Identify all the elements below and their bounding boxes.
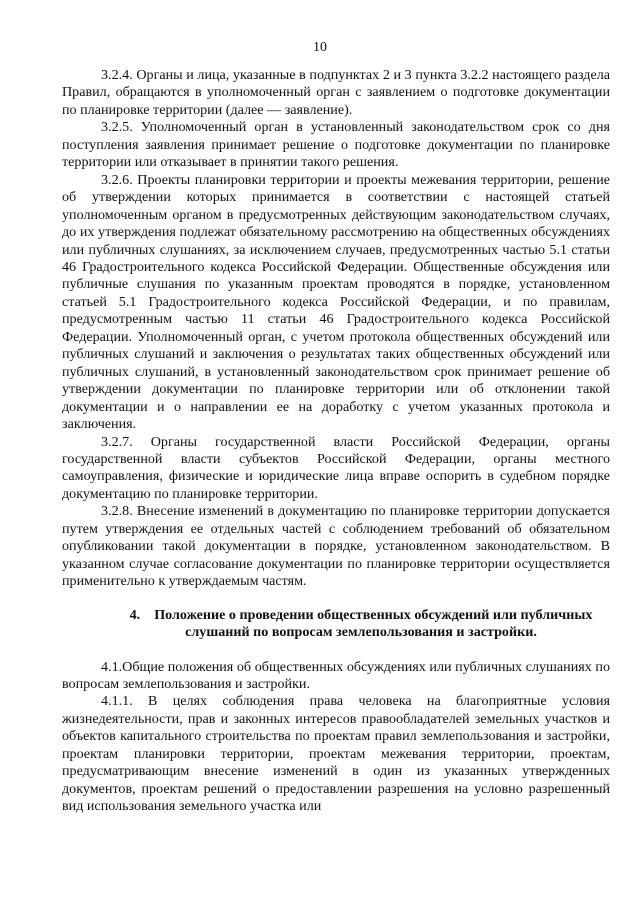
paragraph-3-2-7: 3.2.7. Органы государственной власти Российской Федерации, органы государственной власти субъектов Российской Федерации, органы местного самоуправления, физические и юридические лица вправе оспорить в судебном порядке документацию по планировке территории. (62, 433, 610, 502)
page-number: 10 (313, 40, 327, 55)
paragraph-4-1: 4.1.Общие положения об общественных обсуждениях или публичных слушаниях по вопросам землепользования и застройки. (62, 658, 610, 692)
section-number: 4. (129, 606, 141, 623)
paragraph-3-2-8: 3.2.8. Внесение изменений в документацию по планировке территории допускается путем утверждения ее отдельных частей с соблюдением требований об обязательном опубликовании такой документации в порядке, установленном законодательством. В указанном случае согласование документации по планировке территории осуществляется применительно к утверждаемым частям. (62, 503, 610, 590)
paragraph-3-2-6: 3.2.6. Проекты планировки территории и проекты межевания территории, решение об утверждении которых принимается в соответствии с настоящей статьей уполномоченным органом в предусмотренных действующим законодательством случаях, до их утверждения подлежат обязательному рассмотрению на общественных обсуждениях или публичных слушаниях, за исключением случаев, предусмотренных частью 5.1 статьи 46 Градостроительного кодекса Российской Федерации. Общественные обсуждения или публичные слушания по указанным проектам проводятся в порядке, установленном статьей 5.1 Градостроительного кодекса Российской Федерации, и по правилам, предусмотренным частью 11 статьи 46 Градостроительного кодекса Российской Федерации. Уполномоченный орган, с учетом протокола общественных обсуждений или публичных слушаний и заключения о результатах таких общественных обсуждений или публичных слушаний, в установленный законодательством срок принимает решение об утверждении документации по планировке территории или об отклонении такой документации и о направлении ее на доработку с учетом указанных протокола и заключения. (62, 171, 610, 433)
section-heading (62, 607, 610, 642)
document-body (62, 67, 610, 816)
paragraph-3-2-5: 3.2.5. Уполномоченный орган в установленный законодательством срок со дня поступления заявления принимает решение о подготовке документации по планировке территории или отказывает в принятии такого решения. (62, 119, 610, 171)
paragraph-3-2-4: 3.2.4. Органы и лица, указанные в подпунктах 2 и 3 пункта 3.2.2 настоящего раздела Правил, обращаются в уполномоченный орган с заявлением о подготовке документации по планировке территории (далее — заявление). (62, 67, 610, 118)
paragraph-4-1-1: 4.1.1. В целях соблюдения права человека на благоприятные условия жизнедеятельности, прав и законных интересов правообладателей земельных участков и объектов капитального строительства по проектам правил землепользования и застройки, проектам планировки территории, проектам межевания территории, проектам, предусматривающим внесение изменений в один из указанных утвержденных документов, проектам решений о предоставлении разрешения на условно разрешенный вид использования земельного участка или (62, 693, 610, 815)
section-title: Положение о проведении общественных обсуждений или публичных слушаний по вопросам землепользования и застройки. (154, 606, 593, 641)
